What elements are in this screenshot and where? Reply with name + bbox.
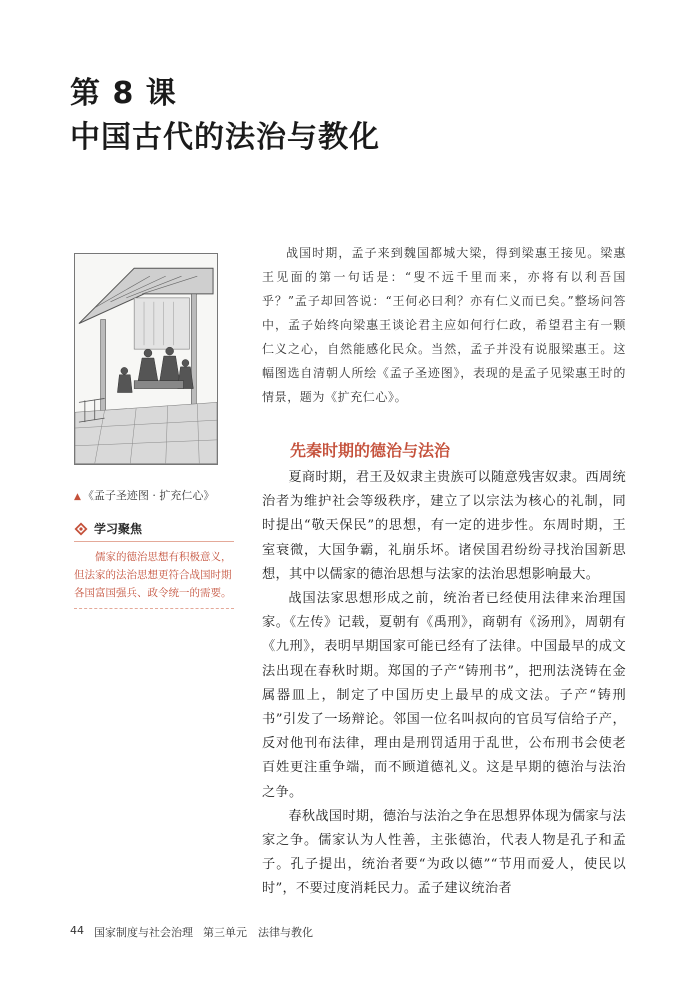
body-paragraph: 夏商时期，君王及奴隶主贵族可以随意残害奴隶。西周统治者为维护社会等级秩序，建立了以宗法为核心的礼制，同时提出“敬天保民”的思想，有一定的进步性。东周时期，王室衰微，大国争霸，礼崩乐坏。诸侯国君纷纷寻找治国新思想，其中以儒家的德治思想与法家的法治思想影响最大。	[262, 470, 626, 582]
unit-title: 第三单元 法律与教化	[203, 926, 313, 939]
intro-paragraph: 战国时期，孟子来到魏国都城大梁，得到梁惠王接见。梁惠王见面的第一句话是：“叟不远千里而来，亦将有以利吾国乎？”孟子却回答说：“王何必曰利？亦有仁义而已矣。”整场问答中，孟子始终向梁惠王谈论君主应如何行仁政，希望君主有一颗仁义之心，自然能感化民众。当然，孟子并没有说服梁惠王。这幅图选自清朝人所绘《孟子圣迹图》，表现的是孟子见梁惠王时的情景，题为《扩充仁心》。	[262, 246, 626, 404]
section-heading: 先秦时期的德治与法治	[290, 441, 451, 460]
learning-focus-box	[74, 520, 234, 609]
lesson-title: 中国古代的法治与教化	[70, 120, 380, 155]
illustration-figure	[74, 253, 218, 465]
page-number: 44	[70, 924, 84, 937]
figure-caption	[74, 487, 214, 503]
caption-text: 《孟子圣迹图 · 扩充仁心》	[82, 489, 215, 502]
caption-marker: ▲	[74, 492, 81, 502]
learning-focus-label: 学习聚焦	[94, 522, 143, 536]
page-footer	[70, 924, 313, 940]
diamond-gear-icon	[74, 522, 88, 536]
body-paragraph: 春秋战国时期，德治与法治之争在思想界体现为儒家与法家之争。儒家认为人性善，主张德治，代表人物是孔子和孟子。孔子提出，统治者要“为政以德”“节用而爱人，使民以时”，不要过度消耗民力。孟子建议统治者	[262, 808, 626, 897]
lesson-number: 第 8 课	[70, 76, 177, 111]
book-title: 国家制度与社会治理	[94, 926, 193, 939]
illustration-image	[75, 254, 217, 464]
learning-focus-text: 儒家的德治思想有积极意义，但法家的法治思想更符合战国时期各国富国强兵、政令统一的需要。	[74, 548, 234, 609]
body-paragraph: 战国法家思想形成之前，统治者已经使用法律来治理国家。《左传》记载，夏朝有《禹刑》，商朝有《汤刑》，周朝有《九刑》，表明早期国家可能已经有了法律。中国最早的成文法出现在春秋时期。郑国的子产“铸刑书”，把刑法浇铸在金属器皿上，制定了中国历史上最早的成文法。子产“铸刑书”引发了一场辩论。邻国一位名叫叔向的官员写信给子产，反对他刊布法律，理由是刑罚适用于乱世，公布刑书会使老百姓更注重争端，而不顾道德礼义。这是早期的德治与法治之争。	[262, 591, 626, 800]
learning-focus-header	[74, 520, 234, 542]
body-text	[262, 466, 626, 902]
